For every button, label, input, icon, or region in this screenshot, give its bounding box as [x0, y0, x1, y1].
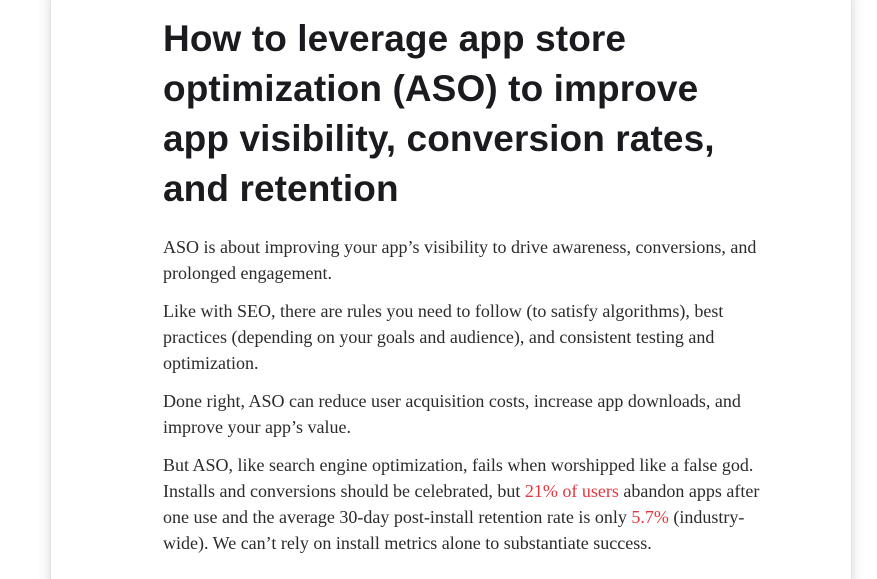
article-content — [163, 14, 763, 568]
retention-stat-link[interactable]: 5.7% — [631, 507, 669, 527]
paragraph-1: ASO is about improving your app’s visibility to drive awareness, conversions, and prolonged engagement. — [163, 237, 757, 283]
abandon-stat-link[interactable]: 21% of users — [524, 481, 619, 501]
paragraph-2: Like with SEO, there are rules you need to follow (to satisfy algorithms), best practices (depending on your goals and audience), and consistent testing and optimization. — [163, 301, 724, 373]
paragraph-3: Done right, ASO can reduce user acquisition costs, increase app downloads, and improve your app’s value. — [163, 391, 741, 437]
article-title: How to leverage app store optimization (ASO) to improve app visibility, conversion rates, and retention — [163, 18, 715, 209]
paragraph-4 — [163, 452, 763, 556]
article-body — [163, 234, 763, 556]
paragraph-4-text-3: (industry-wide). We can’t rely on install metrics alone to substantiate success. — [163, 507, 745, 553]
paragraph-4-text-2: abandon apps after one use and the average 30-day post-install retention rate is only — [163, 481, 760, 527]
paragraph-4-text-1: But ASO, like search engine optimization, fails when worshipped like a false god. Installs and conversions should be celebrated, but — [163, 455, 754, 501]
